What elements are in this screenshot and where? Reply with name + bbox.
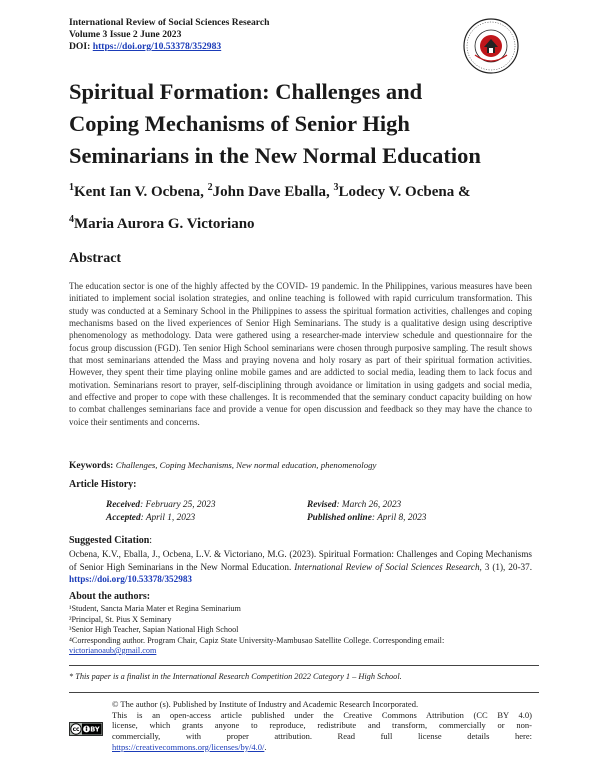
keywords [69, 460, 539, 471]
title-line: Seminarians in the New Normal Education [69, 143, 481, 168]
author-name: Maria Aurora G. Victoriano [74, 216, 255, 232]
journal-name: International Review of Social Sciences Research [69, 17, 270, 28]
history-date: : April 8, 2023 [371, 513, 427, 523]
citation-journal: International Review of Social Sciences Research [294, 561, 480, 572]
author-affil-sup: 3 [333, 182, 339, 193]
author-name: Kent Ian V. Ocbena, [74, 184, 208, 200]
author-affil-sup: 2 [207, 182, 213, 193]
citation-body: Ocbena, K.V., Eballa, J., Ocbena, L.V. & Victoriano, M.G. (2023). Spiritual Formation: Challenges and Coping Mechanisms of Senior High Seminarians in the New Normal Education. [69, 549, 532, 572]
history-published [307, 512, 426, 525]
history-date: : April 1, 2023 [140, 513, 196, 523]
journal-doi [69, 41, 269, 53]
corresponding-email-link[interactable]: victorianoaub@gmail.com [69, 646, 157, 655]
keywords-label: Keywords: [69, 461, 114, 471]
history-label: Revised [307, 500, 337, 510]
article-history-heading: Article History: [69, 479, 137, 490]
history-accepted [106, 512, 195, 525]
license-line: commercially, with proper attribution. Read full license details here: [112, 731, 532, 742]
history-label: Published online [307, 513, 372, 523]
license-block [112, 699, 532, 753]
affiliation-line: ²Principal, St. Pius X Seminary [69, 614, 172, 624]
citation-doi-link[interactable]: https://doi.org/10.53378/352983 [69, 574, 193, 585]
divider [69, 665, 539, 666]
affiliation-line: ⁴Corresponding author. Program Chair, Capiz State University-Mambusao Satellite College. Corresponding email: [69, 635, 445, 645]
journal-seal-logo-icon [462, 17, 520, 75]
keywords-text: Challenges, Coping Mechanisms, New normal education, phenomenology [115, 460, 377, 470]
license-end: . [264, 741, 267, 752]
history-label: Accepted [106, 513, 141, 523]
citation-heading [69, 535, 152, 546]
license-line: This is an open-access article published under the Creative Commons Attribution (CC BY 4.0) [112, 709, 532, 720]
abstract-heading: Abstract [69, 251, 122, 266]
citation-volume: , 3 (1), 20-37. [479, 561, 533, 572]
author-name: Lodecy V. Ocbena & [338, 184, 471, 200]
abstract-text: The education sector is one of the highly affected by the COVID- 19 pandemic. In the Philippines, various measures have been initiated to implement social isolation strategies, and online teaching is followed with rapid curriculum transformation. This study was conducted at a Seminary School in the Philippines to assess the spiritual formation activities, challenges and coping mechanisms based on the lived experiences of Senior High Seminarians. The study is a qualitative design using descriptive phenomenology as methodology. Data were gathered using a researcher-made interview schedule and questionnaire for the focus group discussion (FGD). Ten senior High School seminarians were chosen through purposive sampling. The result shows that most seminarians attended the Mass and praying novena and holy rosary as part of their spiritual formation activities. However, they spent their time playing online mobile games and are addicted to social media, leading them to lack focus and motivation. Seminarians resort to prayer, self-disciplining through avoidance or limitation in using gadgets and social media, and effective and proper to cope with these challenges. It is recommended that the seminary conduct capacity building on how to combat challenges seminarians face and provide a venue for open discussion and feedback so they may have the chance to voice their sentiments and concerns. [69, 281, 532, 427]
license-link[interactable]: https://creativecommons.org/licenses/by/4.0/ [112, 741, 265, 752]
author-name: John Dave Eballa, [212, 184, 334, 200]
finalist-note: * This paper is a finalist in the International Research Competition 2022 Category 1 – High School. [69, 672, 402, 681]
history-revised [307, 499, 401, 512]
history-date: : March 26, 2023 [336, 500, 402, 510]
cc-by-license-icon[interactable] [69, 722, 103, 736]
doi-label: DOI: [69, 41, 91, 52]
journal-header [69, 17, 269, 53]
about-authors-list [69, 604, 539, 657]
affiliation-line: ³Senior High Teacher, Sapian National High School [69, 625, 239, 634]
author-line [69, 206, 539, 238]
history-received [106, 499, 215, 512]
journal-volume: Volume 3 Issue 2 June 2023 [69, 29, 182, 40]
about-authors-heading: About the authors: [69, 591, 151, 602]
license-line: license, which grants anyone to reproduce, redistribute and transform, commercially or non- [112, 720, 532, 731]
cc-badge-label: cc [72, 727, 80, 734]
history-label: Received [106, 500, 141, 510]
citation-text [69, 548, 532, 586]
author-affil-sup: 1 [69, 182, 74, 193]
license-link-line [112, 742, 532, 753]
history-date: : February 25, 2023 [140, 500, 216, 510]
citation-heading-colon: : [149, 535, 153, 546]
divider [69, 692, 539, 693]
doi-link[interactable]: https://doi.org/10.53378/352983 [92, 41, 222, 52]
title-line: Coping Mechanisms of Senior High [69, 111, 410, 136]
by-badge-label: BY [90, 725, 100, 734]
copyright-line: © The author (s). Published by Institute of Industry and Academic Research Incorporated. [112, 699, 419, 709]
title-line: Spiritual Formation: Challenges and [69, 79, 423, 104]
author-line [69, 174, 539, 206]
paper-title [69, 76, 539, 172]
author-list [69, 174, 539, 238]
author-affil-sup: 4 [69, 214, 74, 225]
affiliation-line: ¹Student, Sancta Maria Mater et Regina Seminarium [69, 604, 241, 613]
citation-heading-text: Suggested Citation [69, 535, 150, 546]
